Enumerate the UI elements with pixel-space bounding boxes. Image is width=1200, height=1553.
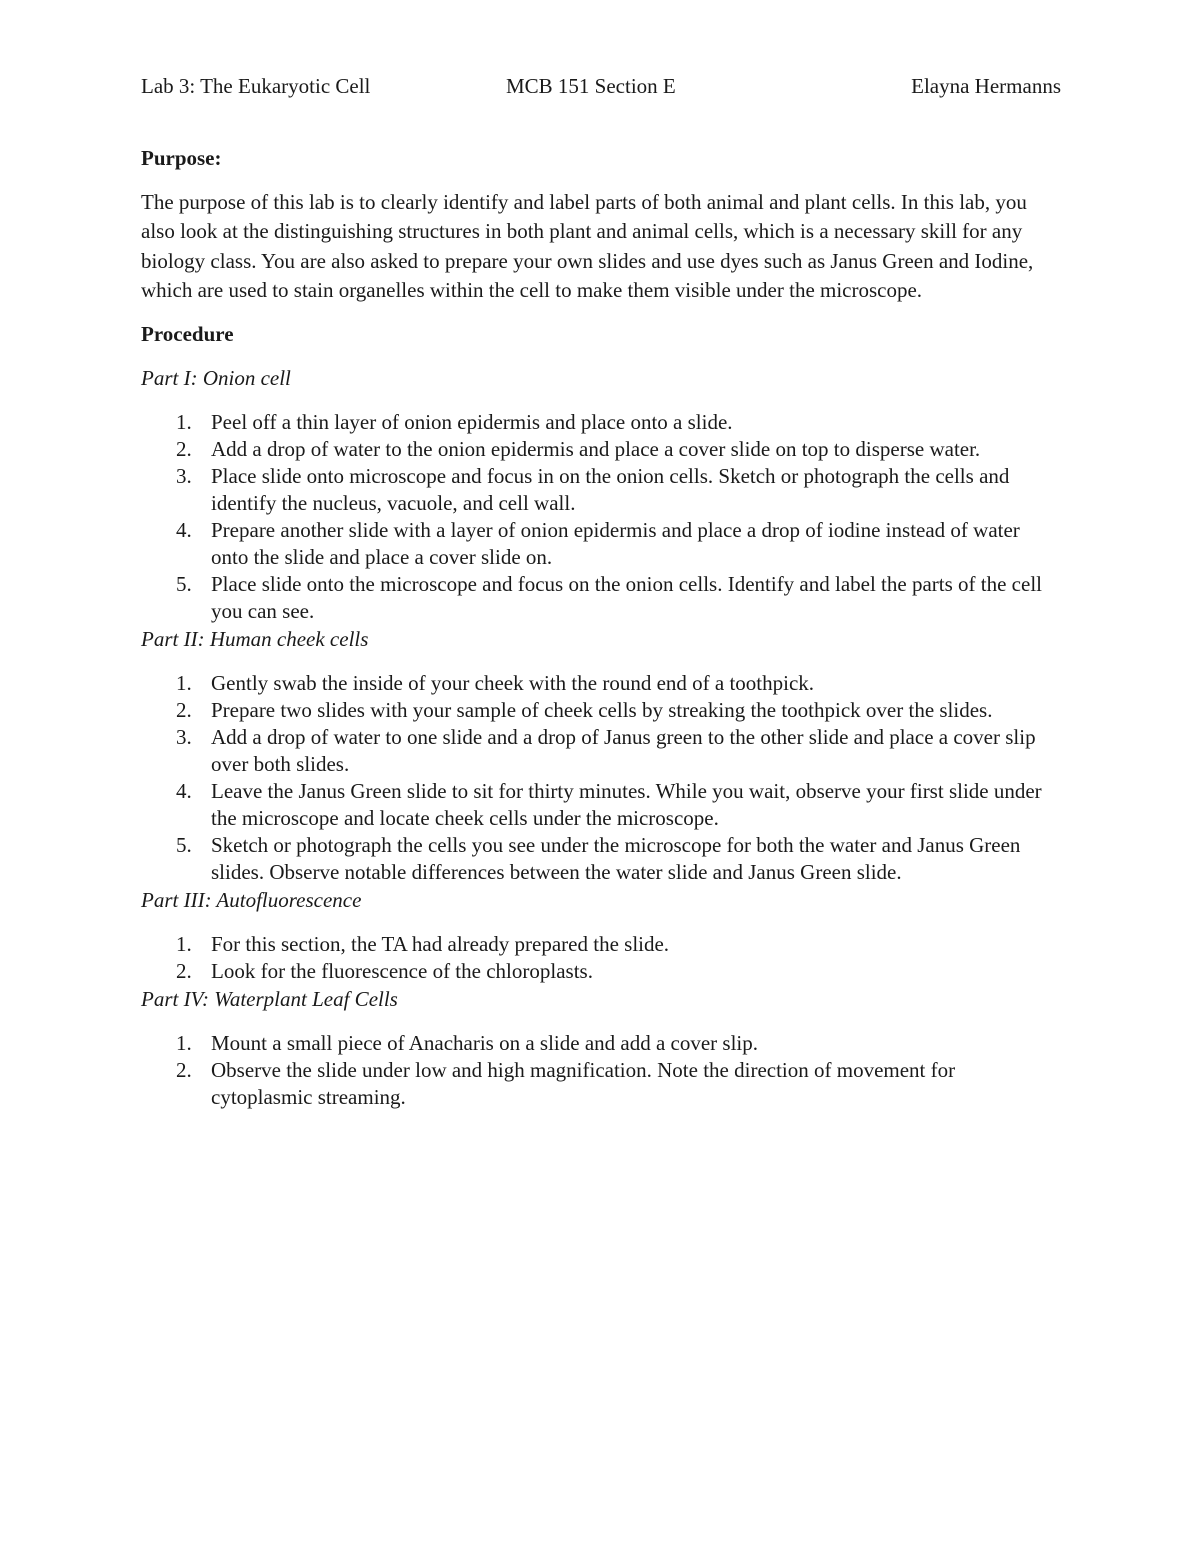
purpose-paragraph: The purpose of this lab is to clearly identify and label parts of both animal and plant cells. In this lab, you also look at the distinguishing structures in both plant and animal cells, which is a necessary skill for any biology class. You are also asked to prepare your own slides and use dyes such as Janus Green and Iodine, which are used to stain organelles within the cell to make them visible under the microscope. (141, 190, 1034, 302)
list-item (141, 1030, 1061, 1057)
step-text: Place slide onto microscope and focus in on the onion cells. Sketch or photograph the cells and identify the nucleus, vacuole, and cell wall. (211, 464, 1010, 516)
step-text: Mount a small piece of Anacharis on a slide and add a cover slip. (211, 1031, 759, 1056)
steps-list (141, 931, 1061, 985)
step-text: Leave the Janus Green slide to sit for thirty minutes. While you wait, observe your first slide under the microscope and locate cheek cells under the microscope. (211, 779, 1042, 831)
list-item (141, 463, 1061, 517)
list-item (141, 931, 1061, 958)
step-text: Observe the slide under low and high magnification. Note the direction of movement for cytoplasmic streaming. (211, 1058, 956, 1110)
part-title: Part II: Human cheek cells (141, 627, 369, 652)
list-item (141, 958, 1061, 985)
step-number: 4. (176, 518, 192, 543)
step-number: 1. (176, 410, 192, 435)
step-text: Gently swab the inside of your cheek with the round end of a toothpick. (211, 671, 815, 696)
list-item (141, 1057, 1061, 1111)
list-item (141, 724, 1061, 778)
step-number: 5. (176, 572, 192, 597)
steps-list (141, 670, 1061, 886)
part-title: Part I: Onion cell (141, 366, 291, 391)
step-text: Prepare two slides with your sample of cheek cells by streaking the toothpick over the slides. (211, 698, 993, 723)
step-text: Peel off a thin layer of onion epidermis and place onto a slide. (211, 410, 733, 435)
page-header (141, 70, 1061, 102)
step-number: 4. (176, 779, 192, 804)
list-item (141, 517, 1061, 571)
step-text: For this section, the TA had already prepared the slide. (211, 932, 670, 957)
list-item (141, 697, 1061, 724)
step-number: 2. (176, 437, 192, 462)
steps-list (141, 1030, 1061, 1111)
step-number: 5. (176, 833, 192, 858)
purpose-heading: Purpose: (141, 146, 222, 170)
step-text: Add a drop of water to the onion epidermis and place a cover slide on top to disperse water. (211, 437, 981, 462)
document-page (141, 70, 1061, 1111)
procedure-heading: Procedure (141, 322, 234, 347)
step-number: 1. (176, 1031, 192, 1056)
step-number: 3. (176, 464, 192, 489)
step-number: 1. (176, 671, 192, 696)
header-author: Elayna Hermanns (911, 74, 1061, 98)
step-number: 3. (176, 725, 192, 750)
list-item (141, 571, 1061, 625)
list-item (141, 436, 1061, 463)
list-item (141, 832, 1061, 886)
steps-list (141, 409, 1061, 625)
step-text: Sketch or photograph the cells you see under the microscope for both the water and Janus Green slides. Observe notable differences between the water slide and Janus Green slide. (211, 833, 1021, 885)
part-title: Part IV: Waterplant Leaf Cells (141, 987, 398, 1012)
step-number: 2. (176, 1058, 192, 1083)
step-text: Prepare another slide with a layer of onion epidermis and place a drop of iodine instead of water onto the slide and place a cover slide on. (211, 518, 1020, 570)
header-lab-title: Lab 3: The Eukaryotic Cell (141, 74, 371, 98)
step-text: Place slide onto the microscope and focus on the onion cells. Identify and label the parts of the cell you can see. (211, 572, 1042, 624)
list-item (141, 409, 1061, 436)
step-number: 2. (176, 959, 192, 984)
list-item (141, 778, 1061, 832)
header-course-section: MCB 151 Section E (506, 74, 676, 98)
step-number: 1. (176, 932, 192, 957)
part-title: Part III: Autofluorescence (141, 888, 362, 913)
step-text: Look for the fluorescence of the chloroplasts. (211, 959, 593, 984)
list-item (141, 670, 1061, 697)
step-text: Add a drop of water to one slide and a drop of Janus green to the other slide and place a cover slip over both slides. (211, 725, 1036, 777)
step-number: 2. (176, 698, 192, 723)
